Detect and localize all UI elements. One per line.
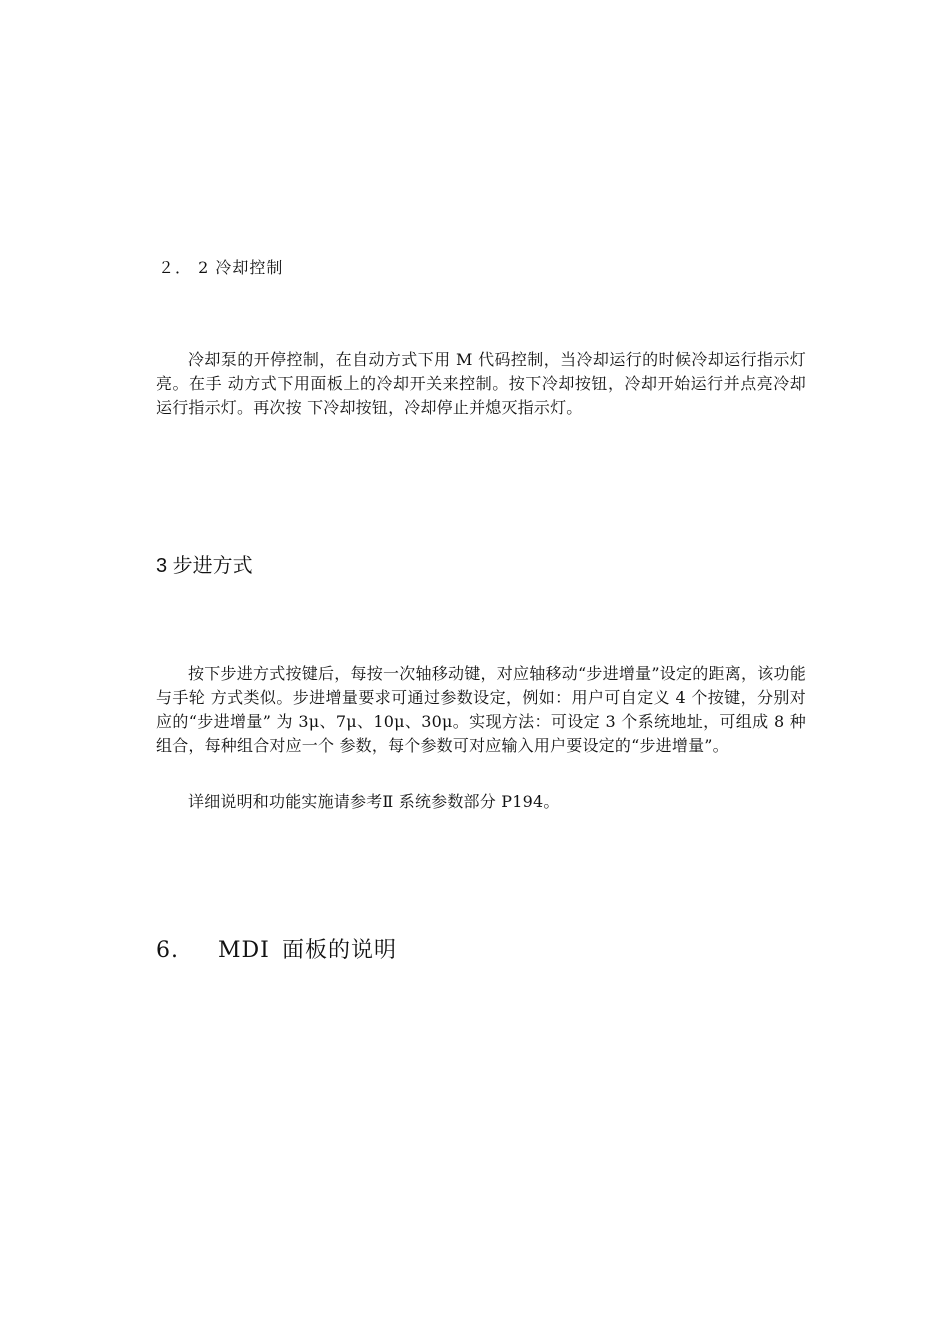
reference-paragraph: 详细说明和功能实施请参考Ⅱ 系统参数部分 P194。 bbox=[188, 792, 560, 811]
section-6-number: 6. bbox=[156, 938, 179, 963]
cooling-control-paragraph: 冷却泵的开停控制，在自动方式下用 M 代码控制，当冷却运行的时候冷却运行指示灯亮。在手 动方式下用面板上的冷却开关来控制。按下冷却按钮，冷却开始运行并点亮冷却运行指示灯。再次按 下冷却按钮，冷却停止并熄灭指示灯。 bbox=[156, 350, 806, 417]
section-6-title: 面板的说明 bbox=[282, 938, 398, 963]
step-mode-paragraph: 按下步进方式按键后，每按一次轴移动键，对应轴移动“步进增量”设定的距离，该功能与手轮 方式类似。步进增量要求可通过参数设定，例如：用户可自定义 4 个按键，分别对应的“步进增量” 为 3μ、7μ、10μ、30μ。实现方法：可设定 3 个系统地址，可组成 8 种组合，每种组合对应一个 参数，每个参数可对应输入用户要设定的“步进增量”。 bbox=[156, 664, 806, 755]
section-6-mdi: MDI bbox=[218, 938, 270, 963]
section-2-2-heading: ２． 2 冷却控制 bbox=[158, 258, 284, 277]
section-6-heading bbox=[156, 936, 397, 966]
section-3-heading: 3 步进方式 bbox=[156, 555, 253, 577]
